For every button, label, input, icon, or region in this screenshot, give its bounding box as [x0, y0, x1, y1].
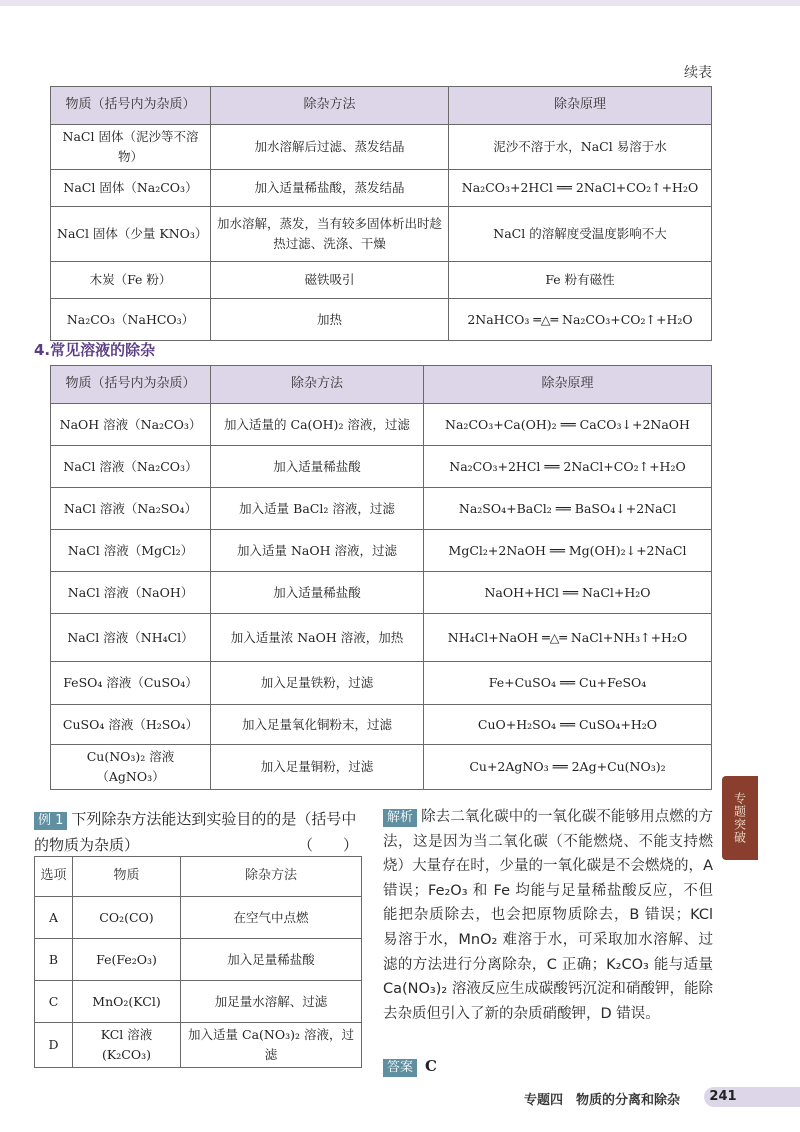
cell-substance: Fe(Fe₂O₃): [73, 939, 181, 981]
analysis-tag: 解析: [383, 809, 417, 827]
cell-substance: MnO₂(KCl): [73, 981, 181, 1023]
table-row: [51, 299, 712, 341]
cell-substance: NaOH 溶液（Na₂CO₃）: [51, 404, 211, 446]
analysis-block: [383, 805, 713, 1026]
cell-substance: KCl 溶液(K₂CO₃): [73, 1023, 181, 1068]
cell-substance: NaCl 溶液（MgCl₂）: [51, 530, 211, 572]
cell-substance: 木炭（Fe 粉）: [51, 262, 211, 299]
table-row: [51, 488, 712, 530]
table-header-row: [35, 857, 362, 897]
cell-principle: Na₂CO₃+Ca(OH)₂ ══ CaCO₃↓+2NaOH: [424, 404, 712, 446]
side-chapter-tab: 专题突破: [722, 776, 758, 860]
header-substance: 物质: [73, 857, 181, 897]
table-row: [51, 662, 712, 705]
cell-substance: CO₂(CO): [73, 897, 181, 939]
cell-principle: Fe+CuSO₄ ══ Cu+FeSO₄: [424, 662, 712, 705]
cell-principle: Na₂SO₄+BaCl₂ ══ BaSO₄↓+2NaCl: [424, 488, 712, 530]
cell-principle: Na₂CO₃+2HCl ══ 2NaCl+CO₂↑+H₂O: [449, 170, 712, 207]
page-top-edge: [0, 0, 800, 6]
table-row: [51, 125, 712, 170]
answer-tag: 答案: [383, 1059, 417, 1077]
cell-substance: NaCl 溶液（Na₂SO₄）: [51, 488, 211, 530]
table-row: [35, 939, 362, 981]
page-number: 241: [704, 1087, 742, 1107]
table-row: [51, 745, 712, 790]
cell-substance: CuSO₄ 溶液（H₂SO₄）: [51, 705, 211, 745]
table-row: [51, 170, 712, 207]
cell-principle: CuO+H₂SO₄ ══ CuSO₄+H₂O: [424, 705, 712, 745]
cell-method: 在空气中点燃: [181, 897, 362, 939]
table-row: [35, 1023, 362, 1068]
cell-method: 加足量水溶解、过滤: [181, 981, 362, 1023]
cell-method: 加热: [211, 299, 449, 341]
cell-principle: Fe 粉有磁性: [449, 262, 712, 299]
cell-method: 加水溶解后过滤、蒸发结晶: [211, 125, 449, 170]
cell-substance: NaCl 溶液（NH₄Cl）: [51, 614, 211, 662]
header-substance: 物质（括号内为杂质）: [51, 366, 211, 404]
cell-method: 加入适量稀盐酸，蒸发结晶: [211, 170, 449, 207]
table-row: [51, 446, 712, 488]
table-row: [35, 981, 362, 1023]
cell-principle: NH₄Cl+NaOH ═△═ NaCl+NH₃↑+H₂O: [424, 614, 712, 662]
table-row: [51, 262, 712, 299]
cell-principle: NaOH+HCl ══ NaCl+H₂O: [424, 572, 712, 614]
cell-principle: NaCl 的溶解度受温度影响不大: [449, 207, 712, 262]
table-row: [51, 404, 712, 446]
table-row: [51, 614, 712, 662]
cell-substance: Na₂CO₃（NaHCO₃）: [51, 299, 211, 341]
cell-substance: NaCl 固体（少量 KNO₃）: [51, 207, 211, 262]
section-title: 4.常见溶液的除杂: [34, 341, 156, 359]
header-principle: 除杂原理: [424, 366, 712, 404]
cell-method: 加入足量稀盐酸: [181, 939, 362, 981]
cell-principle: 泥沙不溶于水，NaCl 易溶于水: [449, 125, 712, 170]
example-tag: 例 1: [34, 812, 67, 830]
cell-principle: MgCl₂+2NaOH ══ Mg(OH)₂↓+2NaCl: [424, 530, 712, 572]
table-row: [51, 530, 712, 572]
cell-substance: Cu(NO₃)₂ 溶液（AgNO₃）: [51, 745, 211, 790]
cell-principle: 2NaHCO₃ ═△═ Na₂CO₃+CO₂↑+H₂O: [449, 299, 712, 341]
header-principle: 除杂原理: [449, 87, 712, 125]
cell-method: 加水溶解，蒸发，当有较多固体析出时趁热过滤、洗涤、干燥: [211, 207, 449, 262]
cell-method: 加入足量铁粉，过滤: [211, 662, 424, 705]
table-row: [51, 572, 712, 614]
table-header-row: [51, 366, 712, 404]
cell-method: 加入适量 BaCl₂ 溶液，过滤: [211, 488, 424, 530]
answer-value: C: [425, 1057, 437, 1075]
table-row: [35, 897, 362, 939]
header-option: 选项: [35, 857, 73, 897]
header-method: 除杂方法: [211, 366, 424, 404]
cell-option: A: [35, 897, 73, 939]
cell-option: D: [35, 1023, 73, 1068]
table-header-row: [51, 87, 712, 125]
answer-blank: （ ）: [297, 836, 358, 854]
page-bar: [742, 1087, 800, 1107]
cell-substance: NaCl 固体（泥沙等不溶物）: [51, 125, 211, 170]
options-table: [34, 856, 362, 1068]
cell-method: 加入适量的 Ca(OH)₂ 溶液，过滤: [211, 404, 424, 446]
analysis-text: 除去二氧化碳中的一氧化碳不能够用点燃的方法，这是因为当二氧化碳（不能燃烧、不能支持燃烧）大量存在时，少量的一氧化碳是不会燃烧的，A 错误；Fe₂O₃ 和 Fe 均能与足量稀盐酸反应，不但能把杂质除去，也会把原物质除去，B 错误；KCl 易溶于水，MnO₂ 难溶于水，可采取加水溶解、过滤的方法进行分离除杂，C 正确；K₂CO₃ 能与适量 Ca(NO₃)₂ 溶液反应生成碳酸钙沉淀和硝酸钾，能除去杂质但引入了新的杂质硝酸钾，D 错误。: [383, 809, 713, 1022]
example-question: [34, 806, 364, 858]
cell-principle: Cu+2AgNO₃ ══ 2Ag+Cu(NO₃)₂: [424, 745, 712, 790]
question-line: [34, 806, 364, 858]
cell-method: 加入适量稀盐酸: [211, 446, 424, 488]
cell-method: 加入适量 Ca(NO₃)₂ 溶液，过滤: [181, 1023, 362, 1068]
cell-substance: NaCl 溶液（NaOH）: [51, 572, 211, 614]
cell-method: 加入适量稀盐酸: [211, 572, 424, 614]
solid-impurity-table: [50, 86, 712, 341]
solution-impurity-table: [50, 365, 712, 790]
continued-label: 续表: [684, 65, 712, 81]
header-method: 除杂方法: [181, 857, 362, 897]
answer-line: [383, 1057, 437, 1077]
cell-substance: FeSO₄ 溶液（CuSO₄）: [51, 662, 211, 705]
cell-method: 加入适量 NaOH 溶液，过滤: [211, 530, 424, 572]
cell-substance: NaCl 溶液（Na₂CO₃）: [51, 446, 211, 488]
cell-method: 加入足量铜粉，过滤: [211, 745, 424, 790]
cell-method: 加入适量浓 NaOH 溶液，加热: [211, 614, 424, 662]
header-substance: 物质（括号内为杂质）: [51, 87, 211, 125]
cell-substance: NaCl 固体（Na₂CO₃）: [51, 170, 211, 207]
question-text: 下列除杂方法能达到实验目的的是（括号中的物质为杂质）: [34, 810, 357, 854]
header-method: 除杂方法: [211, 87, 449, 125]
cell-method: 加入足量氧化铜粉末，过滤: [211, 705, 424, 745]
cell-option: B: [35, 939, 73, 981]
footer-chapter: 专题四 物质的分离和除杂: [524, 1093, 681, 1108]
cell-option: C: [35, 981, 73, 1023]
table-row: [51, 705, 712, 745]
table-row: [51, 207, 712, 262]
cell-principle: Na₂CO₃+2HCl ══ 2NaCl+CO₂↑+H₂O: [424, 446, 712, 488]
cell-method: 磁铁吸引: [211, 262, 449, 299]
